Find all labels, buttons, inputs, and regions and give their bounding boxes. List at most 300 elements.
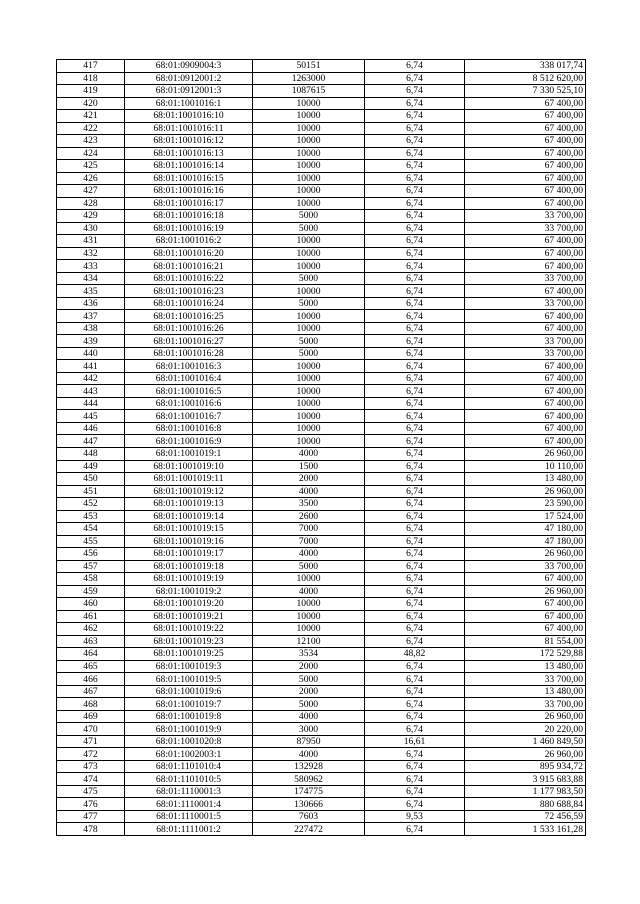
rate-cell: 6,74 xyxy=(365,360,465,373)
value-cell: 895 934,72 xyxy=(465,760,586,773)
table-row xyxy=(57,523,586,536)
table-row xyxy=(57,710,586,723)
cadastral-number-cell: 68:01:1001019:8 xyxy=(125,710,253,723)
row-number-cell: 424 xyxy=(57,147,125,160)
value-cell: 172 529,88 xyxy=(465,648,586,661)
row-number-cell: 420 xyxy=(57,97,125,110)
table-row xyxy=(57,623,586,636)
table-row xyxy=(57,698,586,711)
table-body xyxy=(57,60,586,836)
area-cell: 10000 xyxy=(253,110,365,123)
rate-cell: 9,53 xyxy=(365,810,465,823)
rate-cell: 6,74 xyxy=(365,723,465,736)
table-row xyxy=(57,610,586,623)
area-cell: 5000 xyxy=(253,297,365,310)
cadastral-number-cell: 68:01:1001019:16 xyxy=(125,535,253,548)
value-cell: 67 400,00 xyxy=(465,185,586,198)
area-cell: 10000 xyxy=(253,260,365,273)
cadastral-number-cell: 68:01:1001019:25 xyxy=(125,648,253,661)
cadastral-number-cell: 68:01:1110001:3 xyxy=(125,785,253,798)
table-row xyxy=(57,460,586,473)
area-cell: 50151 xyxy=(253,60,365,73)
cadastral-number-cell: 68:01:1001016:10 xyxy=(125,110,253,123)
value-cell: 67 400,00 xyxy=(465,385,586,398)
row-number-cell: 432 xyxy=(57,247,125,260)
area-cell: 10000 xyxy=(253,185,365,198)
cadastral-number-cell: 68:01:1001016:19 xyxy=(125,222,253,235)
value-cell: 13 480,00 xyxy=(465,660,586,673)
table-row xyxy=(57,210,586,223)
row-number-cell: 418 xyxy=(57,72,125,85)
row-number-cell: 425 xyxy=(57,160,125,173)
area-cell: 10000 xyxy=(253,573,365,586)
cadastral-number-cell: 68:01:1001019:6 xyxy=(125,685,253,698)
value-cell: 72 456,59 xyxy=(465,810,586,823)
area-cell: 4000 xyxy=(253,485,365,498)
value-cell: 67 400,00 xyxy=(465,435,586,448)
table-row xyxy=(57,360,586,373)
area-cell: 4000 xyxy=(253,447,365,460)
value-cell: 10 110,00 xyxy=(465,460,586,473)
table-row xyxy=(57,135,586,148)
row-number-cell: 470 xyxy=(57,723,125,736)
table-row xyxy=(57,598,586,611)
area-cell: 5000 xyxy=(253,560,365,573)
cadastral-number-cell: 68:01:1001016:22 xyxy=(125,272,253,285)
area-cell: 130666 xyxy=(253,798,365,811)
value-cell: 67 400,00 xyxy=(465,598,586,611)
row-number-cell: 437 xyxy=(57,310,125,323)
area-cell: 10000 xyxy=(253,147,365,160)
table-row xyxy=(57,197,586,210)
value-cell: 880 688,84 xyxy=(465,798,586,811)
area-cell: 10000 xyxy=(253,160,365,173)
table-row xyxy=(57,310,586,323)
row-number-cell: 443 xyxy=(57,385,125,398)
value-cell: 67 400,00 xyxy=(465,147,586,160)
cadastral-number-cell: 68:01:1001016:18 xyxy=(125,210,253,223)
table-row xyxy=(57,297,586,310)
rate-cell: 6,74 xyxy=(365,410,465,423)
table-row xyxy=(57,72,586,85)
area-cell: 10000 xyxy=(253,372,365,385)
table-row xyxy=(57,823,586,836)
value-cell: 26 960,00 xyxy=(465,710,586,723)
cadastral-number-cell: 68:01:1001019:7 xyxy=(125,698,253,711)
cadastral-number-cell: 68:01:1001019:5 xyxy=(125,673,253,686)
row-number-cell: 454 xyxy=(57,523,125,536)
area-cell: 5000 xyxy=(253,347,365,360)
row-number-cell: 463 xyxy=(57,635,125,648)
value-cell: 67 400,00 xyxy=(465,397,586,410)
table-row xyxy=(57,660,586,673)
rate-cell: 6,74 xyxy=(365,72,465,85)
row-number-cell: 442 xyxy=(57,372,125,385)
area-cell: 10000 xyxy=(253,610,365,623)
table-row xyxy=(57,397,586,410)
table-row xyxy=(57,85,586,98)
area-cell: 174775 xyxy=(253,785,365,798)
rate-cell: 6,74 xyxy=(365,698,465,711)
table-row xyxy=(57,347,586,360)
table-row xyxy=(57,222,586,235)
cadastral-number-cell: 68:01:1001016:3 xyxy=(125,360,253,373)
row-number-cell: 444 xyxy=(57,397,125,410)
table-row xyxy=(57,235,586,248)
area-cell: 10000 xyxy=(253,135,365,148)
rate-cell: 6,74 xyxy=(365,110,465,123)
rate-cell: 6,74 xyxy=(365,798,465,811)
area-cell: 12100 xyxy=(253,635,365,648)
cadastral-number-cell: 68:01:1110001:5 xyxy=(125,810,253,823)
row-number-cell: 467 xyxy=(57,685,125,698)
rate-cell: 6,74 xyxy=(365,548,465,561)
cadastral-number-cell: 68:01:1001016:26 xyxy=(125,322,253,335)
rate-cell: 6,74 xyxy=(365,760,465,773)
value-cell: 17 524,00 xyxy=(465,510,586,523)
row-number-cell: 433 xyxy=(57,260,125,273)
table-row xyxy=(57,560,586,573)
row-number-cell: 475 xyxy=(57,785,125,798)
rate-cell: 6,74 xyxy=(365,235,465,248)
value-cell: 13 480,00 xyxy=(465,685,586,698)
table-row xyxy=(57,485,586,498)
row-number-cell: 446 xyxy=(57,422,125,435)
table-row xyxy=(57,160,586,173)
value-cell: 33 700,00 xyxy=(465,347,586,360)
row-number-cell: 474 xyxy=(57,773,125,786)
area-cell: 10000 xyxy=(253,172,365,185)
area-cell: 1263000 xyxy=(253,72,365,85)
value-cell: 20 220,00 xyxy=(465,723,586,736)
value-cell: 67 400,00 xyxy=(465,360,586,373)
value-cell: 67 400,00 xyxy=(465,322,586,335)
row-number-cell: 439 xyxy=(57,335,125,348)
rate-cell: 6,74 xyxy=(365,85,465,98)
cadastral-number-cell: 68:01:1001019:2 xyxy=(125,585,253,598)
rate-cell: 6,74 xyxy=(365,97,465,110)
cadastral-number-cell: 68:01:1001016:28 xyxy=(125,347,253,360)
row-number-cell: 422 xyxy=(57,122,125,135)
cadastral-number-cell: 68:01:1001016:12 xyxy=(125,135,253,148)
area-cell: 3000 xyxy=(253,723,365,736)
area-cell: 4000 xyxy=(253,585,365,598)
cadastral-number-cell: 68:01:0912001:2 xyxy=(125,72,253,85)
cadastral-number-cell: 68:01:1001019:23 xyxy=(125,635,253,648)
rate-cell: 6,74 xyxy=(365,147,465,160)
row-number-cell: 429 xyxy=(57,210,125,223)
area-cell: 10000 xyxy=(253,435,365,448)
row-number-cell: 440 xyxy=(57,347,125,360)
area-cell: 10000 xyxy=(253,410,365,423)
rate-cell: 6,74 xyxy=(365,623,465,636)
area-cell: 10000 xyxy=(253,598,365,611)
table-row xyxy=(57,172,586,185)
cadastral-number-cell: 68:01:1001019:9 xyxy=(125,723,253,736)
rate-cell: 6,74 xyxy=(365,485,465,498)
value-cell: 47 180,00 xyxy=(465,523,586,536)
table-row xyxy=(57,385,586,398)
row-number-cell: 462 xyxy=(57,623,125,636)
value-cell: 23 590,00 xyxy=(465,498,586,511)
value-cell: 67 400,00 xyxy=(465,235,586,248)
row-number-cell: 447 xyxy=(57,435,125,448)
table-row xyxy=(57,97,586,110)
area-cell: 10000 xyxy=(253,322,365,335)
rate-cell: 6,74 xyxy=(365,460,465,473)
value-cell: 26 960,00 xyxy=(465,585,586,598)
value-cell: 33 700,00 xyxy=(465,222,586,235)
rate-cell: 6,74 xyxy=(365,372,465,385)
cadastral-number-cell: 68:01:1001019:11 xyxy=(125,473,253,486)
area-cell: 10000 xyxy=(253,422,365,435)
value-cell: 67 400,00 xyxy=(465,160,586,173)
cadastral-number-cell: 68:01:1001019:12 xyxy=(125,485,253,498)
value-cell: 8 512 620,00 xyxy=(465,72,586,85)
table-row xyxy=(57,635,586,648)
rate-cell: 6,74 xyxy=(365,297,465,310)
value-cell: 67 400,00 xyxy=(465,610,586,623)
table-row xyxy=(57,648,586,661)
area-cell: 2000 xyxy=(253,660,365,673)
value-cell: 47 180,00 xyxy=(465,535,586,548)
rate-cell: 6,74 xyxy=(365,773,465,786)
rate-cell: 6,74 xyxy=(365,60,465,73)
cadastral-number-cell: 68:01:1001016:25 xyxy=(125,310,253,323)
area-cell: 10000 xyxy=(253,285,365,298)
row-number-cell: 423 xyxy=(57,135,125,148)
rate-cell: 6,74 xyxy=(365,160,465,173)
value-cell: 33 700,00 xyxy=(465,272,586,285)
row-number-cell: 430 xyxy=(57,222,125,235)
table-row xyxy=(57,335,586,348)
table-row xyxy=(57,548,586,561)
table-row xyxy=(57,372,586,385)
area-cell: 10000 xyxy=(253,310,365,323)
rate-cell: 6,74 xyxy=(365,435,465,448)
value-cell: 67 400,00 xyxy=(465,422,586,435)
cadastral-number-cell: 68:01:1001016:27 xyxy=(125,335,253,348)
rate-cell: 6,74 xyxy=(365,635,465,648)
cadastral-number-cell: 68:01:1001016:21 xyxy=(125,260,253,273)
table-row xyxy=(57,573,586,586)
rate-cell: 6,74 xyxy=(365,560,465,573)
area-cell: 10000 xyxy=(253,360,365,373)
area-cell: 10000 xyxy=(253,397,365,410)
table-row xyxy=(57,435,586,448)
rate-cell: 6,74 xyxy=(365,135,465,148)
rate-cell: 6,74 xyxy=(365,310,465,323)
table-row xyxy=(57,723,586,736)
table-row xyxy=(57,498,586,511)
area-cell: 10000 xyxy=(253,235,365,248)
table-row xyxy=(57,285,586,298)
row-number-cell: 466 xyxy=(57,673,125,686)
cadastral-number-cell: 68:01:1001019:21 xyxy=(125,610,253,623)
cadastral-number-cell: 68:01:1101010:4 xyxy=(125,760,253,773)
row-number-cell: 477 xyxy=(57,810,125,823)
rate-cell: 16,61 xyxy=(365,735,465,748)
cadastral-number-cell: 68:01:1001016:14 xyxy=(125,160,253,173)
row-number-cell: 419 xyxy=(57,85,125,98)
cadastral-number-cell: 68:01:1001019:13 xyxy=(125,498,253,511)
rate-cell: 6,74 xyxy=(365,247,465,260)
value-cell: 33 700,00 xyxy=(465,335,586,348)
value-cell: 67 400,00 xyxy=(465,310,586,323)
value-cell: 67 400,00 xyxy=(465,247,586,260)
row-number-cell: 460 xyxy=(57,598,125,611)
table-row xyxy=(57,810,586,823)
value-cell: 81 554,00 xyxy=(465,635,586,648)
cadastral-number-cell: 68:01:1001016:11 xyxy=(125,122,253,135)
rate-cell: 6,74 xyxy=(365,785,465,798)
rate-cell: 6,74 xyxy=(365,185,465,198)
row-number-cell: 451 xyxy=(57,485,125,498)
table-row xyxy=(57,447,586,460)
rate-cell: 6,74 xyxy=(365,660,465,673)
value-cell: 1 533 161,28 xyxy=(465,823,586,836)
area-cell: 2000 xyxy=(253,685,365,698)
rate-cell: 6,74 xyxy=(365,197,465,210)
row-number-cell: 476 xyxy=(57,798,125,811)
row-number-cell: 434 xyxy=(57,272,125,285)
value-cell: 1 460 849,50 xyxy=(465,735,586,748)
rate-cell: 6,74 xyxy=(365,748,465,761)
value-cell: 33 700,00 xyxy=(465,673,586,686)
rate-cell: 6,74 xyxy=(365,222,465,235)
row-number-cell: 478 xyxy=(57,823,125,836)
row-number-cell: 449 xyxy=(57,460,125,473)
area-cell: 10000 xyxy=(253,122,365,135)
area-cell: 10000 xyxy=(253,247,365,260)
table-row xyxy=(57,473,586,486)
row-number-cell: 472 xyxy=(57,748,125,761)
cadastral-number-cell: 68:01:1001019:15 xyxy=(125,523,253,536)
row-number-cell: 471 xyxy=(57,735,125,748)
table-row xyxy=(57,422,586,435)
rate-cell: 6,74 xyxy=(365,823,465,836)
table-row xyxy=(57,510,586,523)
rate-cell: 6,74 xyxy=(365,610,465,623)
value-cell: 1 177 983,50 xyxy=(465,785,586,798)
area-cell: 5000 xyxy=(253,210,365,223)
value-cell: 67 400,00 xyxy=(465,197,586,210)
rate-cell: 6,74 xyxy=(365,685,465,698)
area-cell: 227472 xyxy=(253,823,365,836)
cadastral-number-cell: 68:01:1001016:5 xyxy=(125,385,253,398)
cadastral-number-cell: 68:01:1001016:9 xyxy=(125,435,253,448)
area-cell: 4000 xyxy=(253,710,365,723)
rate-cell: 6,74 xyxy=(365,272,465,285)
value-cell: 67 400,00 xyxy=(465,110,586,123)
table-row xyxy=(57,410,586,423)
value-cell: 67 400,00 xyxy=(465,260,586,273)
rate-cell: 6,74 xyxy=(365,122,465,135)
cadastral-number-cell: 68:01:1001016:15 xyxy=(125,172,253,185)
area-cell: 10000 xyxy=(253,623,365,636)
cadastral-number-cell: 68:01:0912001:3 xyxy=(125,85,253,98)
cadastral-number-cell: 68:01:1110001:4 xyxy=(125,798,253,811)
area-cell: 10000 xyxy=(253,197,365,210)
table-row xyxy=(57,785,586,798)
cadastral-number-cell: 68:01:1001019:20 xyxy=(125,598,253,611)
value-cell: 67 400,00 xyxy=(465,372,586,385)
cadastral-number-cell: 68:01:1001019:19 xyxy=(125,573,253,586)
row-number-cell: 445 xyxy=(57,410,125,423)
cadastral-number-cell: 68:01:1001019:1 xyxy=(125,447,253,460)
row-number-cell: 458 xyxy=(57,573,125,586)
rate-cell: 6,74 xyxy=(365,422,465,435)
area-cell: 5000 xyxy=(253,698,365,711)
area-cell: 4000 xyxy=(253,548,365,561)
rate-cell: 6,74 xyxy=(365,322,465,335)
table-row xyxy=(57,673,586,686)
value-cell: 33 700,00 xyxy=(465,560,586,573)
cadastral-number-cell: 68:01:1001019:3 xyxy=(125,660,253,673)
value-cell: 67 400,00 xyxy=(465,573,586,586)
rate-cell: 6,74 xyxy=(365,710,465,723)
area-cell: 7000 xyxy=(253,535,365,548)
cadastral-number-cell: 68:01:1001019:18 xyxy=(125,560,253,573)
value-cell: 26 960,00 xyxy=(465,548,586,561)
value-cell: 67 400,00 xyxy=(465,410,586,423)
row-number-cell: 438 xyxy=(57,322,125,335)
rate-cell: 6,74 xyxy=(365,523,465,536)
value-cell: 33 700,00 xyxy=(465,210,586,223)
cadastral-number-cell: 68:01:1111001:2 xyxy=(125,823,253,836)
table-row xyxy=(57,760,586,773)
area-cell: 132928 xyxy=(253,760,365,773)
cadastral-number-cell: 68:01:1001016:16 xyxy=(125,185,253,198)
cadastral-number-cell: 68:01:1101010:5 xyxy=(125,773,253,786)
row-number-cell: 459 xyxy=(57,585,125,598)
rate-cell: 6,74 xyxy=(365,573,465,586)
value-cell: 67 400,00 xyxy=(465,122,586,135)
rate-cell: 6,74 xyxy=(365,673,465,686)
cadastral-number-cell: 68:01:1001019:22 xyxy=(125,623,253,636)
rate-cell: 6,74 xyxy=(365,285,465,298)
row-number-cell: 461 xyxy=(57,610,125,623)
area-cell: 4000 xyxy=(253,748,365,761)
area-cell: 10000 xyxy=(253,97,365,110)
cadastral-number-cell: 68:01:1001016:13 xyxy=(125,147,253,160)
cadastral-number-cell: 68:01:1001016:1 xyxy=(125,97,253,110)
row-number-cell: 435 xyxy=(57,285,125,298)
cadastral-number-cell: 68:01:1001016:17 xyxy=(125,197,253,210)
rate-cell: 48,82 xyxy=(365,648,465,661)
cadastral-number-cell: 68:01:1001019:17 xyxy=(125,548,253,561)
value-cell: 26 960,00 xyxy=(465,748,586,761)
table-row xyxy=(57,748,586,761)
row-number-cell: 468 xyxy=(57,698,125,711)
table-row xyxy=(57,773,586,786)
row-number-cell: 427 xyxy=(57,185,125,198)
rate-cell: 6,74 xyxy=(365,447,465,460)
rate-cell: 6,74 xyxy=(365,598,465,611)
table-row xyxy=(57,798,586,811)
value-cell: 13 480,00 xyxy=(465,473,586,486)
row-number-cell: 457 xyxy=(57,560,125,573)
value-cell: 7 330 525,10 xyxy=(465,85,586,98)
area-cell: 2000 xyxy=(253,473,365,486)
area-cell: 5000 xyxy=(253,335,365,348)
area-cell: 1500 xyxy=(253,460,365,473)
table-row xyxy=(57,110,586,123)
row-number-cell: 426 xyxy=(57,172,125,185)
area-cell: 3500 xyxy=(253,498,365,511)
area-cell: 3534 xyxy=(253,648,365,661)
cadastral-number-cell: 68:01:0909004:3 xyxy=(125,60,253,73)
